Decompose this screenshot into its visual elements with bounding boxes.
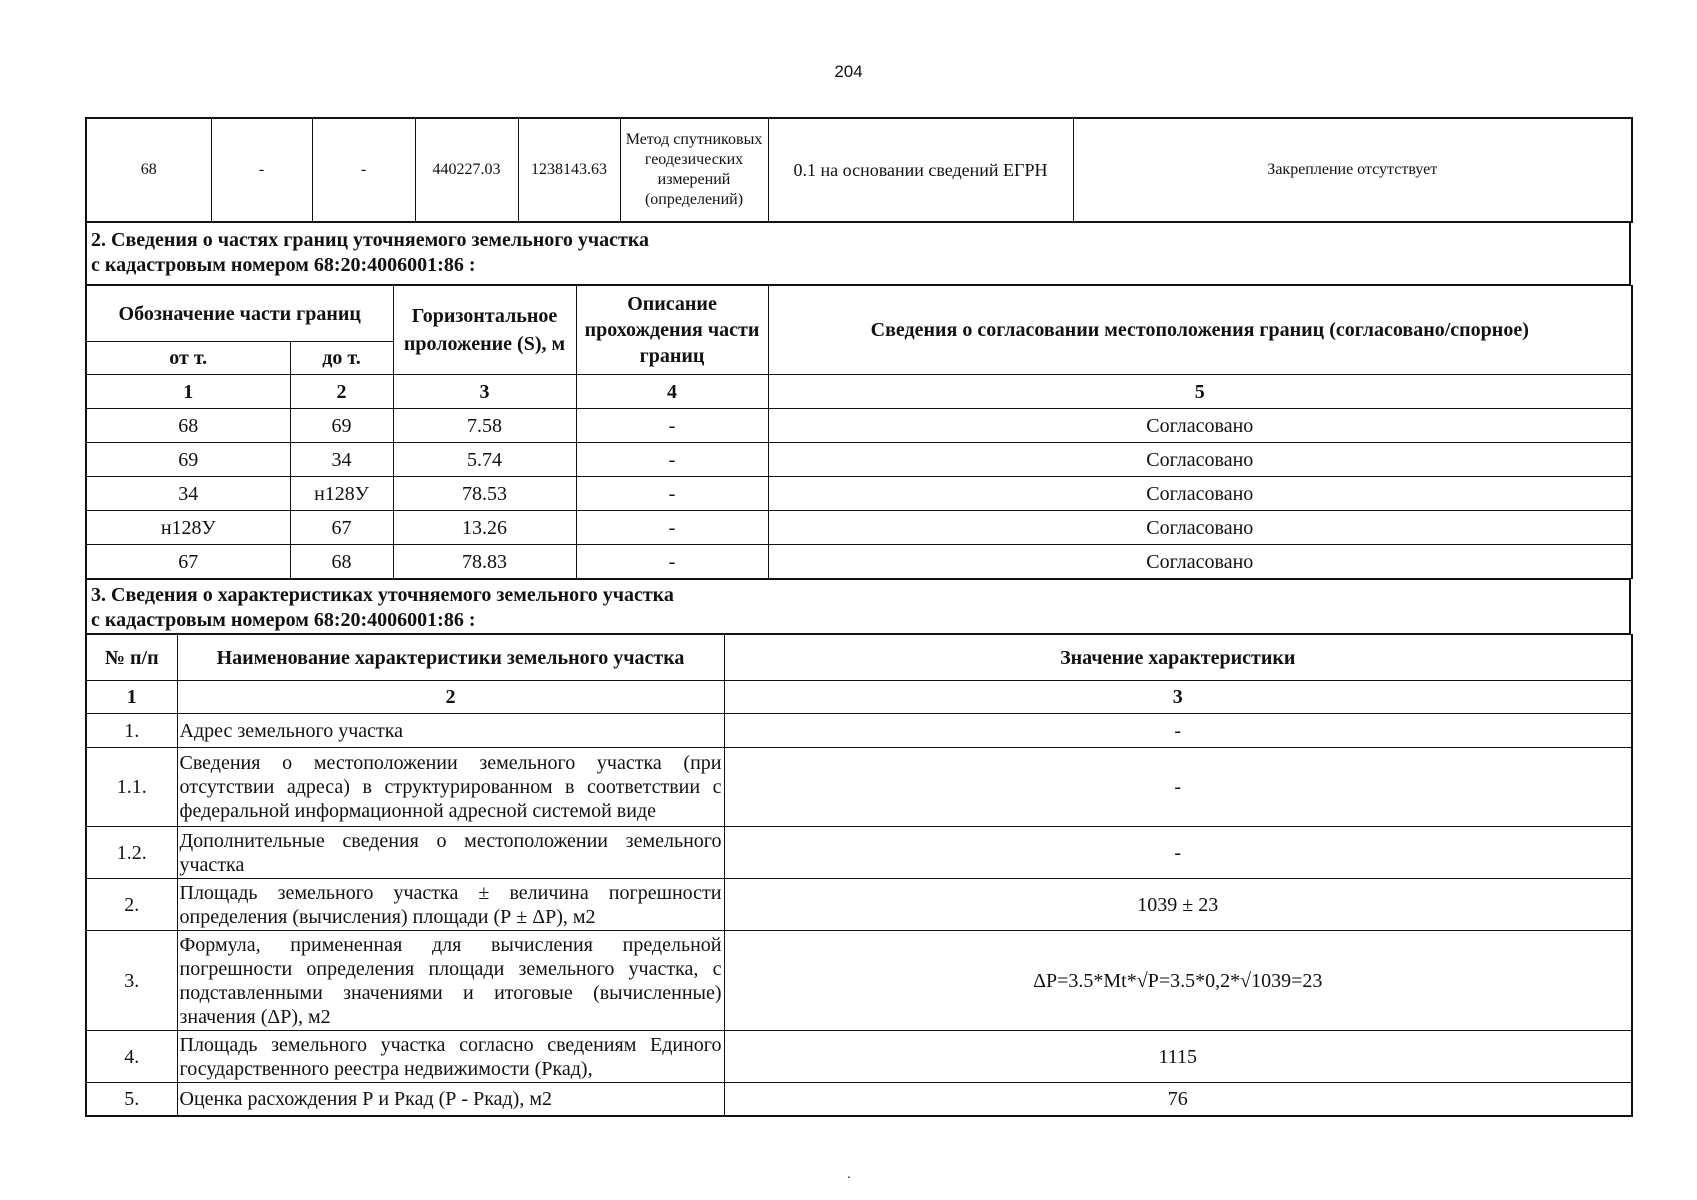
to-cell: 67	[290, 511, 393, 545]
footer-mark: .	[847, 1165, 851, 1181]
from-cell: 67	[86, 545, 290, 579]
num-cell: 1.	[86, 714, 177, 748]
column-number: 1	[86, 681, 177, 714]
distance-cell: 5.74	[393, 443, 576, 477]
table-cell: -	[211, 118, 312, 222]
section-2-title	[85, 223, 1631, 285]
name-cell: Дополнительные сведения о местоположении земельного участка	[177, 827, 724, 879]
table-row	[86, 545, 1632, 579]
description-cell: -	[576, 477, 768, 511]
name-cell: Адрес земельного участка	[177, 714, 724, 748]
distance-cell: 78.53	[393, 477, 576, 511]
value-cell: -	[724, 827, 1632, 879]
section-3-title-line1: 3. Сведения о характеристиках уточняемого земельного участка	[91, 584, 674, 606]
value-cell: 76	[724, 1083, 1632, 1116]
characteristics-table	[85, 634, 1633, 1117]
table-row	[86, 443, 1632, 477]
name-cell: Площадь земельного участка ± величина погрешности определения (вычисления) площади (Р ± ΔР), м2	[177, 879, 724, 931]
value-cell: ΔР=3.5*Mt*√P=3.5*0,2*√1039=23	[724, 931, 1632, 1031]
num-cell: 4.	[86, 1031, 177, 1083]
name-cell: Площадь земельного участка согласно сведениям Единого государственного реестра недвижимости (Ркад),	[177, 1031, 724, 1083]
status-cell: Согласовано	[768, 443, 1632, 477]
value-cell: 1039 ± 23	[724, 879, 1632, 931]
name-cell: Оценка расхождения Р и Ркад (Р - Ркад), м2	[177, 1083, 724, 1116]
column-number: 2	[177, 681, 724, 714]
boundary-parts-table	[85, 285, 1633, 579]
section-3-title-line2: с кадастровым номером 68:20:4006001:86 :	[91, 609, 476, 631]
to-cell: н128У	[290, 477, 393, 511]
column-number: 3	[393, 375, 576, 409]
method-cell: Метод спутниковых геодезических измерений (определений)	[620, 118, 768, 222]
status-cell: Согласовано	[768, 545, 1632, 579]
column-number-row	[86, 375, 1632, 409]
from-header: от т.	[86, 342, 290, 375]
num-cell: 3.	[86, 931, 177, 1031]
table-row	[86, 931, 1632, 1031]
value-header: Значение характеристики	[724, 635, 1632, 681]
table-row	[86, 477, 1632, 511]
from-cell: 34	[86, 477, 290, 511]
column-number: 5	[768, 375, 1632, 409]
table-row	[86, 827, 1632, 879]
fixing-cell: Закрепление отсутствует	[1073, 118, 1632, 222]
section-2-title-line1: 2. Сведения о частях границ уточняемого земельного участка	[91, 229, 650, 251]
value-cell: 1115	[724, 1031, 1632, 1083]
status-cell: Согласовано	[768, 409, 1632, 443]
agreement-header: Сведения о согласовании местоположения границ (согласовано/спорное)	[768, 286, 1632, 375]
from-cell: 68	[86, 409, 290, 443]
description-cell: -	[576, 443, 768, 477]
num-cell: 1.2.	[86, 827, 177, 879]
table-cell: -	[312, 118, 415, 222]
coordinates-table	[85, 117, 1633, 223]
description-header: Описание прохождения части границ	[576, 286, 768, 375]
table-row	[86, 1031, 1632, 1083]
distance-cell: 78.83	[393, 545, 576, 579]
table-row	[86, 118, 1632, 222]
column-number-row	[86, 681, 1632, 714]
section-2-title-line2: с кадастровым номером 68:20:4006001:86 :	[91, 254, 476, 276]
value-cell: -	[724, 714, 1632, 748]
y-coordinate-cell: 1238143.63	[518, 118, 620, 222]
to-header: до т.	[290, 342, 393, 375]
horizontal-header: Горизонтальное проложение (S), м	[393, 286, 576, 375]
x-coordinate-cell: 440227.03	[415, 118, 518, 222]
table-row	[86, 409, 1632, 443]
column-number: 4	[576, 375, 768, 409]
num-cell: 2.	[86, 879, 177, 931]
to-cell: 69	[290, 409, 393, 443]
accuracy-cell: 0.1 на основании сведений ЕГРН	[768, 118, 1073, 222]
num-cell: 5.	[86, 1083, 177, 1116]
num-cell: 1.1.	[86, 748, 177, 827]
table-row	[86, 748, 1632, 827]
table-row	[86, 511, 1632, 545]
from-cell: н128У	[86, 511, 290, 545]
column-number: 1	[86, 375, 290, 409]
table-row	[86, 879, 1632, 931]
to-cell: 68	[290, 545, 393, 579]
table-row	[86, 714, 1632, 748]
to-cell: 34	[290, 443, 393, 477]
distance-cell: 7.58	[393, 409, 576, 443]
column-number: 3	[724, 681, 1632, 714]
status-cell: Согласовано	[768, 511, 1632, 545]
description-cell: -	[576, 545, 768, 579]
document-body	[85, 117, 1631, 1117]
status-cell: Согласовано	[768, 477, 1632, 511]
name-header: Наименование характеристики земельного участка	[177, 635, 724, 681]
column-number: 2	[290, 375, 393, 409]
name-cell: Сведения о местоположении земельного участка (при отсутствии адреса) в структурированном в соответствии с федеральной информационной адресной системой виде	[177, 748, 724, 827]
num-header: № п/п	[86, 635, 177, 681]
table-header-row	[86, 286, 1632, 342]
value-cell: -	[724, 748, 1632, 827]
section-3-title	[85, 579, 1631, 634]
table-row	[86, 1083, 1632, 1116]
name-cell: Формула, примененная для вычисления предельной погрешности определения площади земельного участка, с подставленными значениями и итоговые (вычисленные) значения (ΔР), м2	[177, 931, 724, 1031]
page-number: 204	[834, 62, 863, 81]
part-designation-header: Обозначение части границ	[86, 286, 393, 342]
from-cell: 69	[86, 443, 290, 477]
distance-cell: 13.26	[393, 511, 576, 545]
point-cell: 68	[86, 118, 211, 222]
description-cell: -	[576, 511, 768, 545]
description-cell: -	[576, 409, 768, 443]
table-header-row	[86, 635, 1632, 681]
